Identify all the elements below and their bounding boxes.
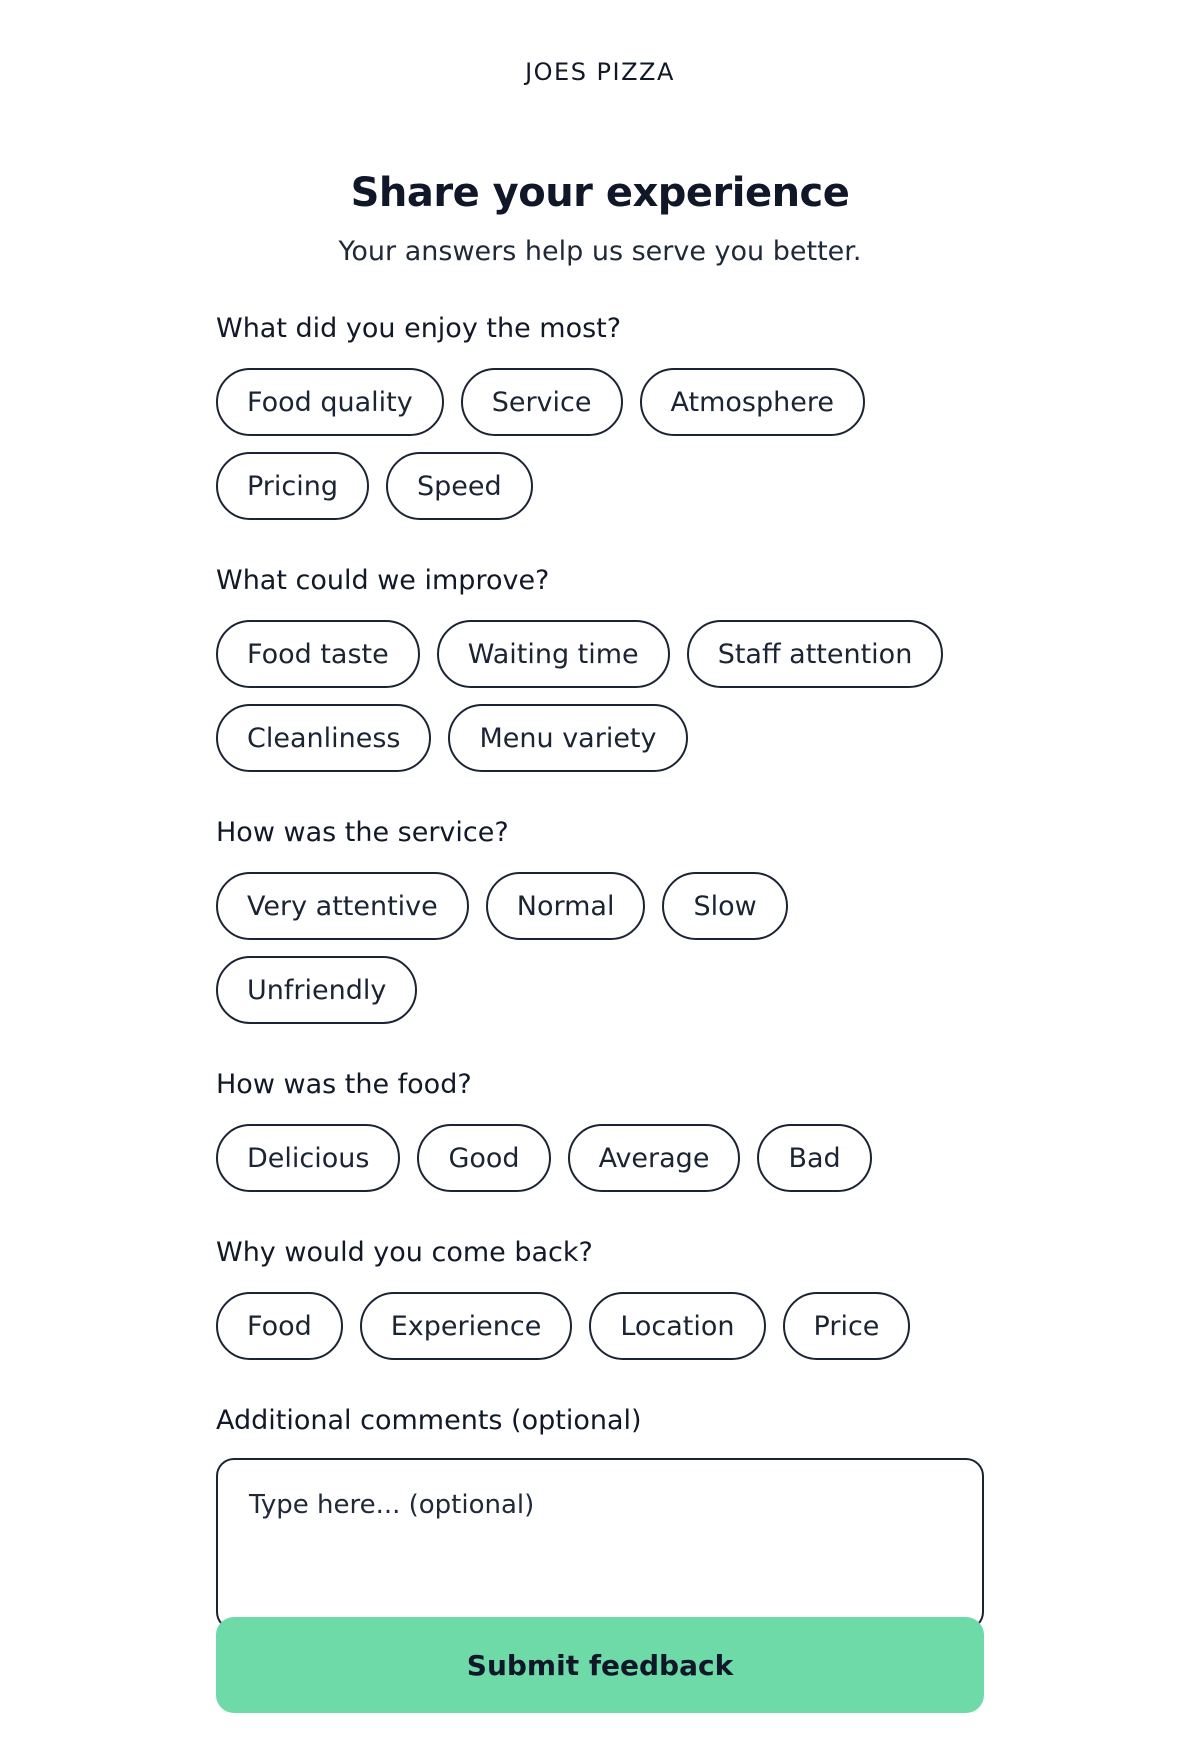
chip-very-attentive[interactable]: Very attentive [216,872,469,940]
feedback-form [216,312,984,1630]
question-come-back: Why would you come back? [216,1237,593,1268]
come-back-options [216,1292,984,1360]
chip-staff-attention[interactable]: Staff attention [687,620,944,688]
chip-food-quality[interactable]: Food quality [216,368,444,436]
section-improve [216,564,984,772]
chip-delicious[interactable]: Delicious [216,1124,400,1192]
chip-average[interactable]: Average [568,1124,741,1192]
section-come-back [216,1236,984,1360]
section-food [216,1068,984,1192]
chip-cleanliness[interactable]: Cleanliness [216,704,431,772]
question-enjoy: What did you enjoy the most? [216,313,622,344]
chip-service[interactable]: Service [461,368,623,436]
chip-waiting-time[interactable]: Waiting time [437,620,670,688]
chip-pricing[interactable]: Pricing [216,452,369,520]
chip-experience[interactable]: Experience [360,1292,573,1360]
chip-good[interactable]: Good [417,1124,550,1192]
section-service [216,816,984,1024]
chip-location[interactable]: Location [589,1292,765,1360]
question-food: How was the food? [216,1069,472,1100]
chip-food-taste[interactable]: Food taste [216,620,420,688]
improve-options [216,620,984,772]
page-title: Share your experience [350,170,850,216]
chip-unfriendly[interactable]: Unfriendly [216,956,417,1024]
question-service: How was the service? [216,817,509,848]
brand-name: JOES PIZZA [525,58,675,86]
question-improve: What could we improve? [216,565,550,596]
chip-speed[interactable]: Speed [386,452,533,520]
section-comments [216,1404,984,1630]
comments-textarea[interactable] [216,1458,984,1630]
food-options [216,1124,984,1192]
submit-feedback-button[interactable]: Submit feedback [216,1617,984,1713]
chip-atmosphere[interactable]: Atmosphere [640,368,865,436]
chip-price[interactable]: Price [783,1292,911,1360]
chip-menu-variety[interactable]: Menu variety [448,704,687,772]
chip-bad[interactable]: Bad [757,1124,871,1192]
enjoy-options [216,368,984,520]
comments-label: Additional comments (optional) [216,1405,642,1436]
chip-food[interactable]: Food [216,1292,343,1360]
page-subtitle: Your answers help us serve you better. [338,236,862,267]
service-options [216,872,984,1024]
chip-slow[interactable]: Slow [662,872,787,940]
section-enjoy [216,312,984,520]
chip-normal[interactable]: Normal [486,872,646,940]
